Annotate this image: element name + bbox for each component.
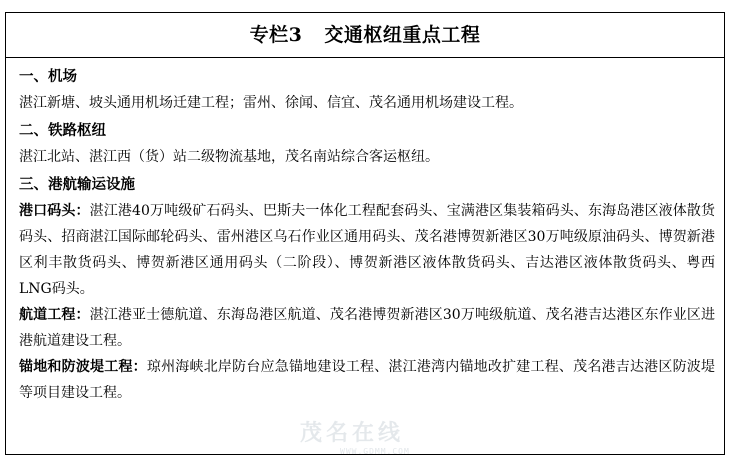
wharf-text: 湛江港40万吨级矿石码头、巴斯夫一体化工程配套码头、宝满港区集装箱码头、东海岛港区液体散货码头、招商湛江国际邮轮码头、雷州港区乌石作业区通用码头、茂名港博贺新港区30万吨级原油码头、博贺新港区利丰散货码头、博贺新港区通用码头（二阶段）、博贺新港区液体散货码头、吉达港区液体散货码头、粤西LNG码头。 [19, 203, 716, 297]
channel-text: 湛江港亚士德航道、东海岛港区航道、茂名港博贺新港区30万吨级航道、茂名港吉达港区东作业区进港航道建设工程。 [19, 307, 716, 349]
section-body-railway: 湛江北站、湛江西（货）站二级物流基地，茂名南站综合客运枢纽。 [19, 149, 439, 165]
column-box [5, 12, 725, 455]
wharf-paragraph [19, 198, 715, 302]
channel-label: 航道工程： [19, 307, 90, 323]
channel-paragraph [19, 302, 715, 354]
watermark-url: WWW.GDMM.COM [340, 447, 410, 456]
column-title [6, 13, 724, 58]
section-heading-port: 三、港航输运设施 [19, 176, 135, 193]
section-heading-airport: 一、机场 [19, 68, 77, 85]
watermark-logo: 茂名在线 [300, 421, 405, 446]
anchorage-text: 琼州海峡北岸防台应急锚地建设工程、湛江港湾内锚地改扩建工程、茂名港吉达港区防波堤等项目建设工程。 [19, 359, 715, 401]
section-heading-railway: 二、铁路枢纽 [19, 122, 106, 139]
anchorage-label: 锚地和防波堤工程： [19, 359, 147, 375]
column-title-text: 交通枢纽重点工程 [324, 24, 481, 46]
column-number: 专栏3 [249, 24, 303, 46]
column-content [6, 58, 724, 406]
section-body-airport: 湛江新塘、坡头通用机场迁建工程；雷州、徐闻、信宜、茂名通用机场建设工程。 [19, 95, 523, 111]
wharf-label: 港口码头： [19, 203, 90, 219]
anchorage-paragraph [19, 354, 715, 406]
